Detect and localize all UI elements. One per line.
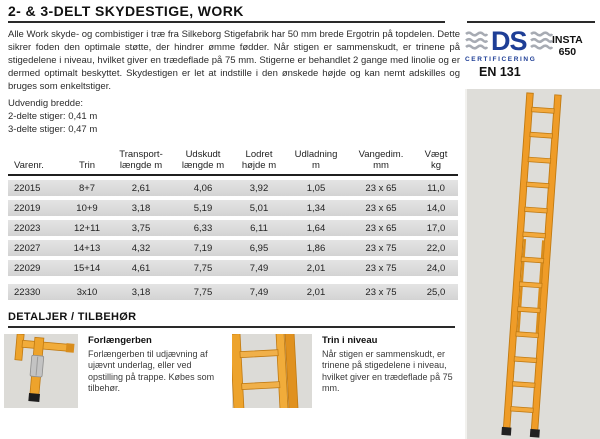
table-row <box>8 240 458 256</box>
table-cell: 22330 <box>14 286 41 298</box>
intro-paragraph: Alle Work skyde- og combistiger i træ fra Silkeborg Stigefabrik har 50 mm brede Ergotrin på topdelen. Dette sikrer foden den optimale støtte, der hindrer ømme fødder. Når stigen er sammenskudt, er trinene på stigedelene i niveau, hvilket giver en trædeflade på 75 mm. Stigerne er behandlet 2 gange med linolie og er dermed optimalt beskyttet. Skydestigen er let at indstille i den ønskede højde og kan nemt adskilles og bruges som enkeltstiger. <box>8 29 460 92</box>
column-header: Udskudt længde m <box>181 149 225 171</box>
width-note-line: 2-delte stiger: 0,41 m <box>8 111 98 122</box>
width-note-line: 3-delte stiger: 0,47 m <box>8 124 98 135</box>
table-cell: 1,34 <box>306 202 326 214</box>
trin-i-niveau-title: Trin i niveau <box>322 335 378 346</box>
product-spec-table <box>8 149 458 300</box>
forlaengerben-photo <box>4 334 78 408</box>
details-rule <box>8 326 455 328</box>
table-cell: 2,61 <box>131 182 151 194</box>
table-cell: 2,01 <box>306 262 326 274</box>
table-cell: 3,75 <box>131 222 151 234</box>
table-cell: 6,95 <box>249 242 269 254</box>
table-cell: 4,32 <box>131 242 151 254</box>
table-cell: 23 x 65 <box>365 222 397 234</box>
table-header-row <box>8 149 458 176</box>
table-cell: 25,0 <box>426 286 446 298</box>
column-header: Lodret højde m <box>241 149 277 171</box>
table-cell: 7,75 <box>193 262 213 274</box>
trin-i-niveau-text: Når stigen er sammenskudt, er trinene på stigedelene i niveau, hvilket giver en trædeflade på 75 mm. <box>322 348 453 393</box>
table-cell: 5,19 <box>193 202 213 214</box>
table-row <box>8 200 458 216</box>
table-cell: 2,01 <box>306 286 326 298</box>
column-header: Udladning m <box>294 149 338 171</box>
en-131-label: EN 131 <box>479 65 521 79</box>
table-body <box>8 180 458 300</box>
table-cell: 8+7 <box>78 182 96 194</box>
table-cell: 24,0 <box>426 262 446 274</box>
table-cell: 14+13 <box>73 242 101 254</box>
table-cell: 11,0 <box>427 182 445 194</box>
extension-ladder-image <box>467 89 600 439</box>
table-cell: 3,18 <box>131 202 151 214</box>
table-cell: 4,61 <box>131 262 151 274</box>
table-cell: 22019 <box>14 202 41 214</box>
table-row <box>8 180 458 196</box>
rung-level-image <box>232 334 312 408</box>
insta-650-label: INSTA 650 <box>552 34 583 58</box>
table-cell: 1,86 <box>306 242 326 254</box>
table-cell: 17,0 <box>426 222 446 234</box>
table-cell: 12+11 <box>74 222 100 234</box>
table-cell: 10+9 <box>76 202 98 214</box>
column-header: Vægt kg <box>424 149 448 171</box>
forlaengerben-title: Forlængerben <box>88 335 152 346</box>
column-header: Trin <box>78 160 95 171</box>
table-cell: 7,19 <box>193 242 213 254</box>
ladder-product-photo <box>465 89 600 439</box>
table-cell: 23 x 75 <box>365 242 397 254</box>
table-cell: 23 x 75 <box>365 286 397 298</box>
table-cell: 5,01 <box>249 202 269 214</box>
table-cell: 7,49 <box>249 286 269 298</box>
ds-logo-text: DS <box>491 26 527 56</box>
table-row <box>8 220 458 236</box>
outer-width-note <box>8 97 97 136</box>
table-cell: 22015 <box>14 182 41 194</box>
table-cell: 3x10 <box>76 286 98 298</box>
page-title: 2- & 3-DELT SKYDESTIGE, WORK <box>8 3 244 19</box>
details-heading: DETALJER / TILBEHØR <box>8 311 137 323</box>
table-cell: 23 x 65 <box>365 182 397 194</box>
table-cell: 6,11 <box>250 222 268 234</box>
ds-waves-right-icon <box>530 31 553 51</box>
table-row <box>8 284 458 300</box>
trin-i-niveau-description <box>322 335 455 395</box>
table-cell: 3,92 <box>249 182 269 194</box>
forlaengerben-description <box>88 335 226 395</box>
table-cell: 22023 <box>14 222 41 234</box>
column-header: Transport- længde m <box>119 149 163 171</box>
table-cell: 22027 <box>14 242 41 254</box>
table-cell: 22029 <box>14 262 41 274</box>
table-cell: 23 x 75 <box>365 262 397 274</box>
table-cell: 4,06 <box>193 182 213 194</box>
ds-certificering-label: CERTIFICERING <box>465 56 537 63</box>
table-cell: 6,33 <box>193 222 213 234</box>
table-cell: 1,05 <box>306 182 326 194</box>
certification-block <box>465 28 600 79</box>
table-cell: 7,75 <box>193 286 213 298</box>
table-cell: 14,0 <box>426 202 446 214</box>
column-header: Vangedim. mm <box>358 149 404 171</box>
table-cell: 1,64 <box>306 222 326 234</box>
title-rule <box>8 21 445 23</box>
column-header: Varenr. <box>14 160 44 171</box>
table-row <box>8 260 458 276</box>
trin-i-niveau-photo <box>232 334 312 408</box>
table-cell: 7,49 <box>249 262 269 274</box>
table-cell: 22,0 <box>426 242 446 254</box>
table-cell: 15+14 <box>73 262 101 274</box>
right-panel-rule <box>467 21 595 23</box>
forlaengerben-text: Forlængerben til udjævning af ujævnt underlag, eller ved opstilling på trappe. Købes som tilbehør. <box>88 348 215 393</box>
table-cell: 3,18 <box>131 286 151 298</box>
extension-leg-image <box>4 334 78 408</box>
ds-waves-left-icon <box>465 31 488 51</box>
width-note-heading: Udvendig bredde: <box>8 98 83 109</box>
table-cell: 23 x 65 <box>365 202 397 214</box>
